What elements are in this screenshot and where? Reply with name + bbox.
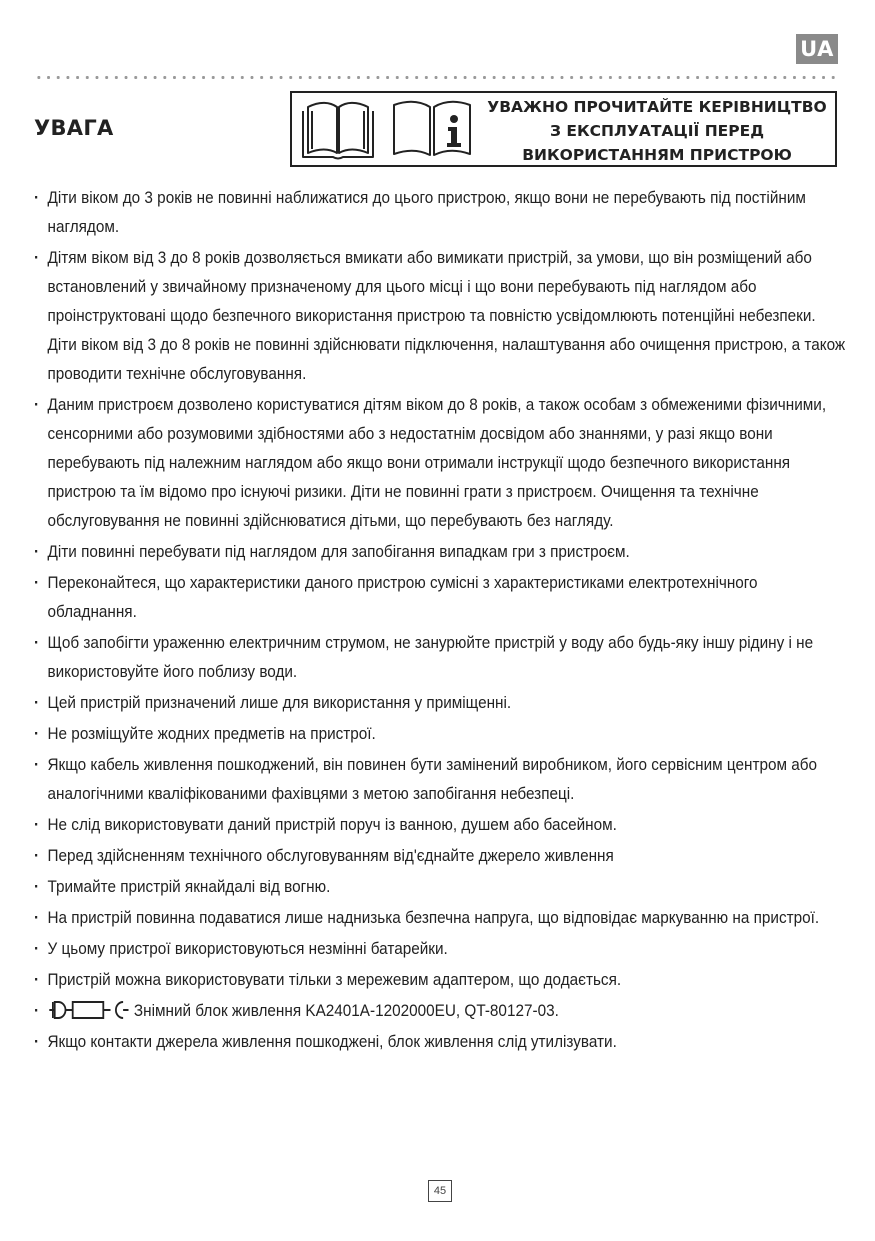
dotted-divider	[34, 76, 841, 79]
warning-item: · Щоб запобігти ураженню електричним струмом, не занурюйте пристрій у воду або будь-яку іншу рідину і не використовуйте його поблизу води.	[34, 628, 849, 686]
warning-item: · Пристрій можна використовувати тільки з мережевим адаптером, що додається.	[34, 965, 849, 994]
open-book-icon	[298, 97, 378, 161]
detachable-power-supply-icon	[48, 999, 131, 1021]
warning-item: · Перед здійсненням технічного обслуговуванням від'єднайте джерело живлення	[34, 841, 849, 870]
warning-item: · Не розміщуйте жодних предметів на пристрої.	[34, 719, 849, 748]
warning-item: · На пристрій повинна подаватися лише наднизька безпечна напруга, що відповідає маркуванню на пристрої.	[34, 903, 849, 932]
warning-item: · Не слід використовувати даний пристрій поруч із ванною, душем або басейном.	[34, 810, 849, 839]
warning-item: · Даним пристроєм дозволено користуватися дітям віком до 8 років, а також особам з обмеженими фізичними, сенсорними або розумовими здібностями або з недостатнім досвідом або знаннями, у разі якщо вони перебувають під належним наглядом або якщо вони отримали інструкції щодо безпечного використання пристрою та їм відомо про існуючі ризики. Діти не повинні грати з пристроєм. Очищення та технічне обслуговування не повинні здійснюватися дітьми, що перебувають без нагляду.	[34, 390, 849, 535]
notice-line-2: З ЕКСПЛУАТАЦІЇ ПЕРЕД	[549, 122, 765, 140]
warning-item: · Діти віком до 3 років не повинні наближатися до цього пристрою, якщо вони не перебувають під постійним наглядом.	[34, 183, 849, 241]
notice-line-1: УВАЖНО ПРОЧИТАЙТЕ КЕРІВНИЦТВО	[487, 98, 827, 116]
read-manual-text	[482, 95, 832, 167]
warning-item: · Тримайте пристрій якнайдалі від вогню.	[34, 872, 849, 901]
page-number: 45	[428, 1180, 452, 1202]
notice-line-3: ВИКОРИСТАННЯМ ПРИСТРОЮ	[522, 146, 792, 164]
language-badge: UA	[796, 34, 838, 64]
power-supply-item	[34, 996, 849, 1025]
page-title: УВАГА	[34, 116, 114, 140]
warning-item: · Дітям віком від 3 до 8 років дозволяється вмикати або вимикати пристрій, за умови, що він розміщений або встановлений у звичайному призначеному для цього місці і що вони перебувають під наглядом або проінструктовані щодо безпечного використання пристрою та повністю усвідомлюють потенційні небезпеки. Діти віком від 3 до 8 років не повинні здійснювати підключення, налаштування або очищення пристрою, а також проводити технічне обслуговування.	[34, 243, 849, 388]
warning-item: · Якщо кабель живлення пошкоджений, він повинен бути замінений виробником, його сервісним центром або аналогічними кваліфікованими фахівцями з метою запобігання небезпеці.	[34, 750, 849, 808]
warning-item: · У цьому пристрої використовуються незмінні батарейки.	[34, 934, 849, 963]
power-supply-text: Знімний блок живлення KA2401A-1202000EU, QT-80127-03.	[133, 1001, 559, 1020]
warning-item: · Діти повинні перебувати під наглядом для запобігання випадкам гри з пристроєм.	[34, 537, 849, 566]
warning-item: · Цей пристрій призначений лише для використання у приміщенні.	[34, 688, 849, 717]
info-document-icon	[390, 97, 474, 161]
warning-item: · Переконайтеся, що характеристики даного пристрою сумісні з характеристиками електротехнічного обладнання.	[34, 568, 849, 626]
read-manual-notice	[290, 91, 837, 167]
warnings-list	[34, 183, 846, 1058]
warning-item: · Якщо контакти джерела живлення пошкоджені, блок живлення слід утилізувати.	[34, 1027, 849, 1056]
